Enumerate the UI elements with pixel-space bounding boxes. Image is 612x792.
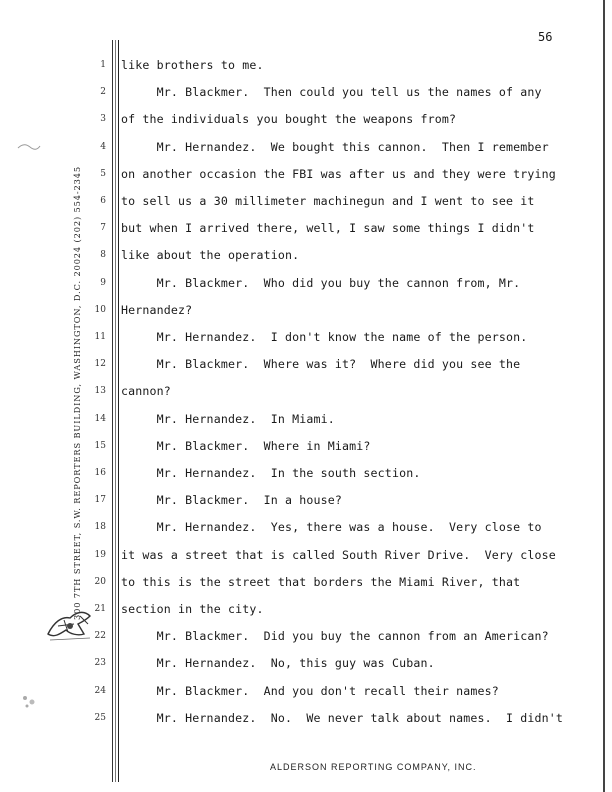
transcript-line: Mr. Hernandez. No. We never talk about names. I didn't <box>121 710 564 725</box>
line-number: 5 <box>100 168 106 179</box>
transcript-line: section in the city. <box>121 602 264 616</box>
line-number: 22 <box>94 631 106 642</box>
transcript-line: Mr. Blackmer. In a house? <box>121 493 343 508</box>
line-number: 25 <box>94 712 106 723</box>
line-number: 24 <box>94 685 106 696</box>
transcript-line: Mr. Blackmer. Where in Miami? <box>121 438 371 453</box>
transcript-line: Mr. Blackmer. Who did you buy the cannon from, Mr. <box>121 275 521 290</box>
line-number: 3 <box>100 114 106 125</box>
margin-rule <box>115 40 116 782</box>
transcript-line: Mr. Blackmer. Where was it? Where did you see the <box>121 357 521 372</box>
transcript-line: Hernandez? <box>121 302 193 317</box>
scan-smudge <box>16 140 42 154</box>
line-number: 19 <box>94 549 106 560</box>
line-number: 20 <box>94 576 106 587</box>
transcript-line: Mr. Hernandez. No, this guy was Cuban. <box>121 656 435 671</box>
line-number: 7 <box>100 223 106 234</box>
transcript-line: of the individuals you bought the weapons from? <box>121 112 457 127</box>
transcript-line: Mr. Blackmer. And you don't recall their names? <box>121 683 499 698</box>
line-number: 17 <box>94 495 106 506</box>
line-number: 1 <box>100 60 106 70</box>
transcript-line: Mr. Hernandez. We bought this cannon. Then I remember <box>121 139 549 154</box>
reporter-address: 300 7TH STREET, S.W. REPORTERS BUILDING, WASHINGTON, D.C. 20024 (202) 554-2345 <box>72 166 82 620</box>
transcript-line: Mr. Hernandez. In Miami. <box>121 411 335 426</box>
transcript-line: on another occasion the FBI was after us and they were trying <box>121 166 556 181</box>
line-number: 6 <box>100 196 106 206</box>
transcript-line: it was a street that is called South River Drive. Very close <box>121 547 556 562</box>
transcript-line: like brothers to me. <box>121 58 264 72</box>
line-number: 14 <box>94 413 106 424</box>
line-number: 11 <box>94 332 106 342</box>
transcript-line: to this is the street that borders the Miami River, that <box>121 574 521 589</box>
line-number: 12 <box>94 359 106 370</box>
line-number: 18 <box>94 522 106 533</box>
line-number: 21 <box>94 604 106 614</box>
line-number: 2 <box>100 87 106 98</box>
line-number: 4 <box>100 141 106 152</box>
transcript-line: Mr. Blackmer. Did you buy the cannon from an American? <box>121 629 549 644</box>
line-number: 8 <box>100 250 106 261</box>
transcript-line: like about the operation. <box>121 248 300 263</box>
transcript-line: Mr. Hernandez. Yes, there was a house. Very close to <box>121 520 542 535</box>
stamp-seal-icon <box>44 604 96 644</box>
transcript-line: Mr. Blackmer. Then could you tell us the names of any <box>121 85 542 100</box>
margin-rule <box>118 40 119 782</box>
margin-rule <box>112 40 113 782</box>
page-number: 56 <box>538 30 553 44</box>
line-number: 13 <box>94 386 106 397</box>
line-number: 10 <box>94 304 106 315</box>
transcript-line: Mr. Hernandez. I don't know the name of the person. <box>121 330 528 344</box>
line-number: 16 <box>94 468 106 478</box>
line-number: 9 <box>100 277 106 288</box>
transcript-line: cannon? <box>121 384 171 399</box>
line-number: 15 <box>94 440 106 451</box>
transcript-line: Mr. Hernandez. In the south section. <box>121 466 421 480</box>
line-number: 23 <box>94 658 106 669</box>
page-edge-rule <box>603 0 605 792</box>
transcript-line: to sell us a 30 millimeter machinegun and I went to see it <box>121 194 535 208</box>
scan-smudge <box>18 692 40 710</box>
transcript-line: but when I arrived there, well, I saw some things I didn't <box>121 221 535 236</box>
footer-company: ALDERSON REPORTING COMPANY, INC. <box>270 762 477 772</box>
